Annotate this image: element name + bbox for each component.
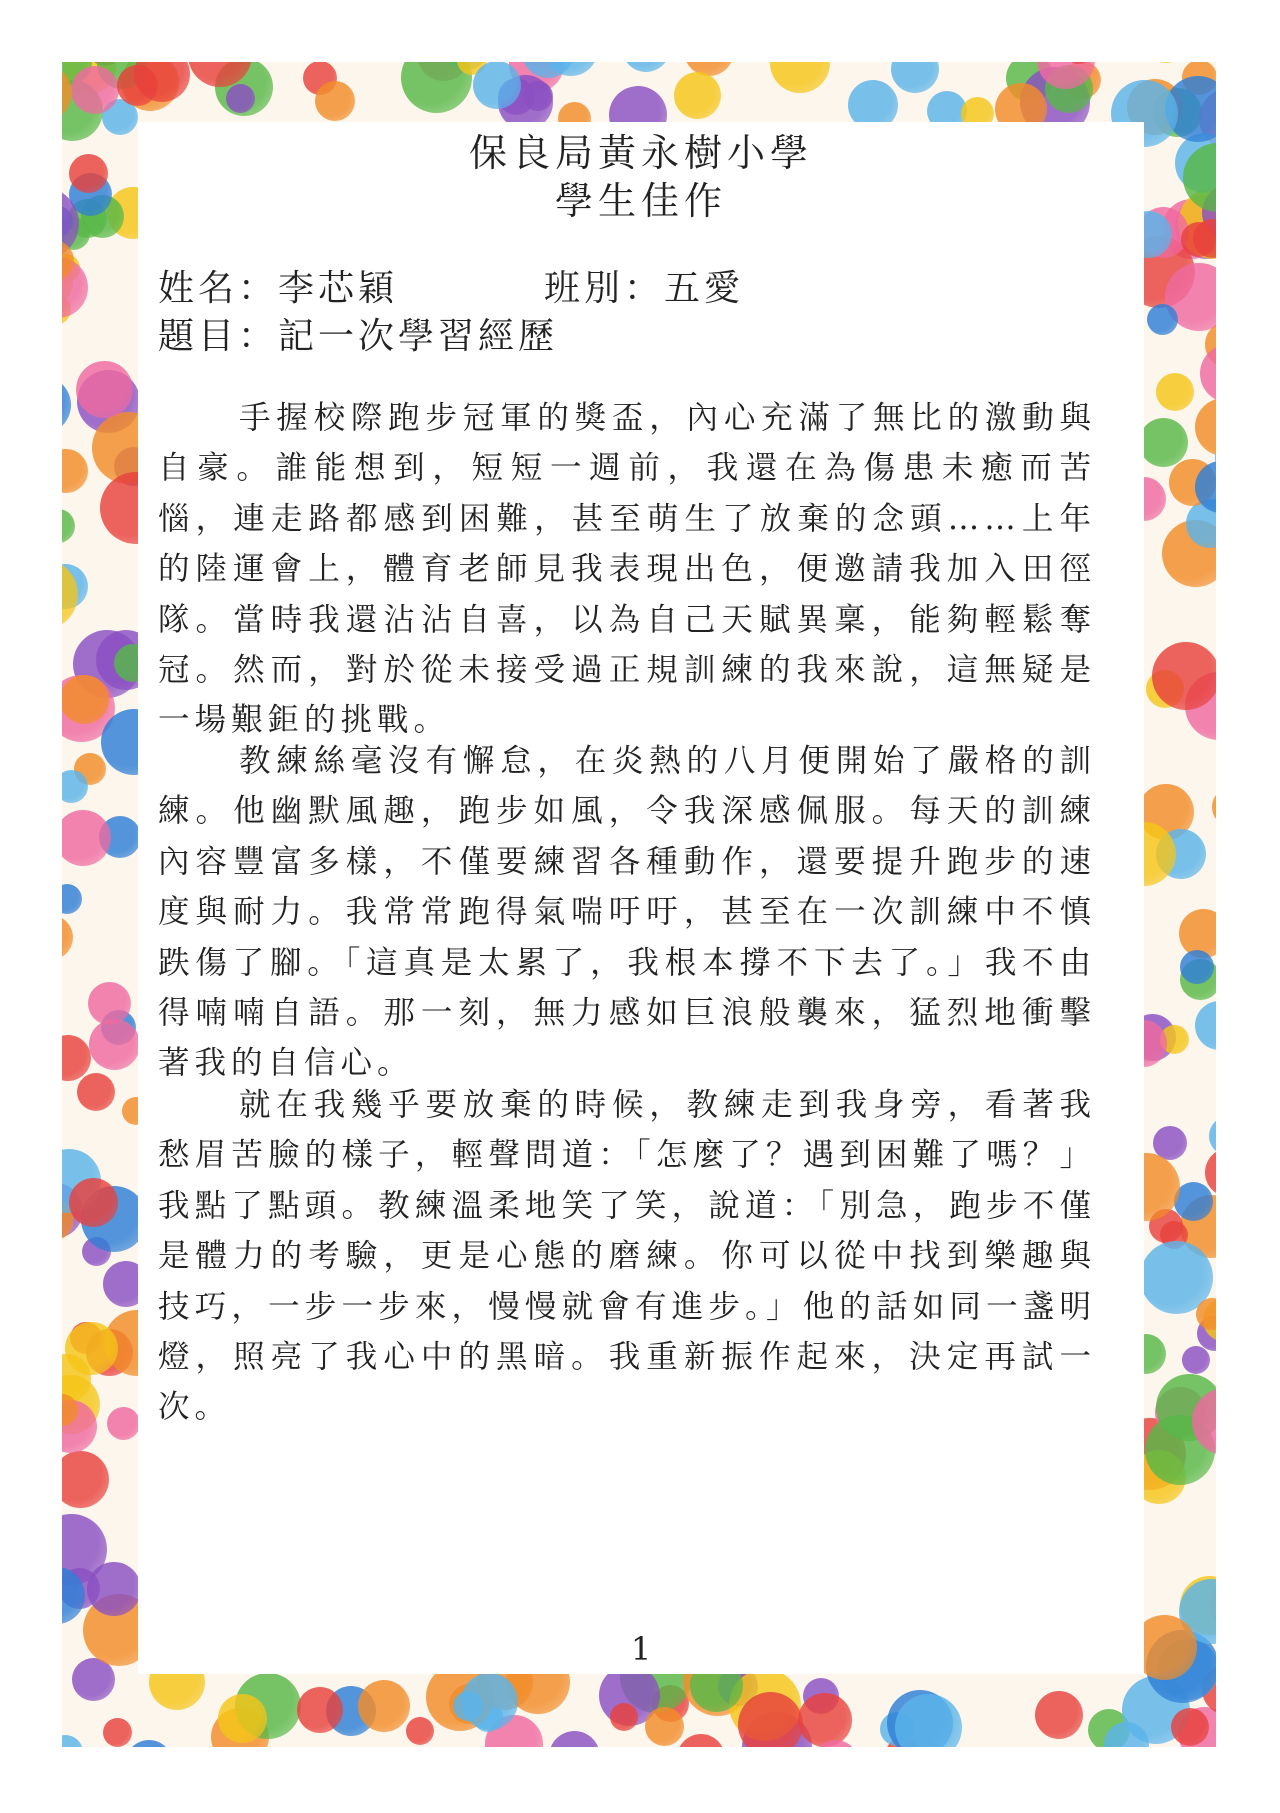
- watercolor-dot: [1180, 950, 1214, 984]
- name-field: [158, 260, 398, 311]
- watercolor-dot: [88, 982, 131, 1025]
- page-number: 1: [630, 1630, 652, 1668]
- watercolor-dot: [1212, 787, 1216, 827]
- watercolor-dot: [1147, 304, 1178, 335]
- watercolor-dot: [1171, 1708, 1209, 1746]
- watercolor-dot: [62, 675, 109, 724]
- watercolor-dot: [226, 84, 255, 113]
- class-label: 班別：: [544, 268, 665, 309]
- watercolor-dot: [1209, 1116, 1216, 1156]
- watercolor-dot: [62, 1735, 83, 1747]
- class-value: 五愛: [664, 268, 745, 309]
- watercolor-dot: [103, 1718, 132, 1747]
- watercolor-dot: [674, 72, 721, 119]
- watercolor-dot: [62, 884, 82, 914]
- school-name: 保良局黃永樹小學: [468, 131, 813, 175]
- watercolor-dot: [622, 62, 670, 72]
- watercolor-dot: [89, 1019, 140, 1070]
- watercolor-dot: [610, 1703, 638, 1731]
- document-page: [138, 122, 1144, 1674]
- watercolor-dot: [895, 1694, 962, 1747]
- document-title: 學生佳作: [554, 179, 727, 223]
- topic-field: [158, 308, 558, 359]
- watercolor-dot: [1195, 398, 1216, 456]
- watercolor-dot: [1139, 418, 1188, 467]
- watercolor-dot: [1182, 1346, 1210, 1374]
- watercolor-dot: [1200, 344, 1216, 403]
- paragraph-2: 教練絲毫沒有懈怠，在炎熱的八月便開始了嚴格的訓練。他幽默風趣，跑步如風，令我深感佩服。每天的訓練內容豐富多樣，不僅要練習各種動作，還要提升跑步的速度與耐力。我常常跑得氣喘吁吁，甚至在一次訓練中不慎跌傷了腳。「這真是太累了，我根本撐不下去了。」我不由得喃喃自語。那一刻，無力感如巨浪般襲來，猛烈地衝擊著我的自信心。: [158, 743, 1096, 1082]
- watercolor-dot: [1181, 222, 1216, 257]
- watercolor-dot: [76, 361, 133, 418]
- watercolor-dot: [1146, 62, 1186, 63]
- watercolor-dot: [1195, 1001, 1216, 1050]
- watercolor-dot: [62, 449, 88, 493]
- watercolor-dot: [645, 1707, 684, 1746]
- paragraph-1: 手握校際跑步冠軍的獎盃，內心充滿了無比的激動與自豪。誰能想到，短短一週前，我還在為傷患未癒而苦惱，連走路都感到困難，甚至萌生了放棄的念頭……上年的陸運會上，體育老師見我表現出色，便邀請我加入田徑隊。當時我還沾沾自喜，以為自己天賦異稟，能夠輕鬆奪冠。然而，對於從未接受過正規訓練的我來說，這無疑是一場艱鉅的挑戰。: [158, 400, 1096, 739]
- watercolor-dot: [549, 1731, 600, 1747]
- watercolor-dot: [62, 915, 73, 960]
- watercolor-dot: [406, 1717, 434, 1745]
- class-field: [544, 260, 744, 311]
- watercolor-dot: [62, 1035, 91, 1081]
- watercolor-dot: [62, 810, 111, 866]
- watercolor-dot: [798, 1693, 852, 1747]
- watercolor-dot: [71, 66, 119, 114]
- watercolor-dot: [891, 62, 939, 93]
- watercolor-dot: [358, 1680, 410, 1732]
- watercolor-dot: [1152, 642, 1216, 710]
- watercolor-dot: [87, 1562, 141, 1616]
- watercolor-dot: [62, 376, 71, 434]
- watercolor-dot: [107, 1407, 140, 1440]
- paragraph-3: 就在我幾乎要放棄的時候，教練走到我身旁，看著我愁眉苦臉的樣子，輕聲問道：「怎麼了？遇到困難了嗎？」我點了點頭。教練溫柔地笑了笑，說道：「別急，跑步不僅是體力的考驗，更是心態的磨練。你可以從中找到樂趣與技巧，一步一步來，慢慢就會有進步。」他的話如同一盞明燈，照亮了我心中的黑暗。我重新振作起來，決定再試一次。: [158, 1087, 1096, 1426]
- topic-value: 記一次學習經歷: [278, 316, 559, 357]
- watercolor-dot: [62, 1451, 109, 1508]
- watercolor-dot: [297, 1687, 343, 1733]
- watercolor-dot: [69, 1178, 118, 1227]
- name-label: 姓名：: [158, 268, 279, 309]
- watercolor-dot: [125, 1740, 173, 1747]
- watercolor-dot: [62, 770, 88, 803]
- watercolor-dot: [77, 1073, 115, 1111]
- topic-label: 題目：: [158, 316, 279, 357]
- watercolor-dot: [1035, 1691, 1083, 1739]
- student-name: 李芯穎: [278, 268, 399, 309]
- watercolor-dot: [65, 1322, 118, 1375]
- watercolor-dot: [62, 509, 75, 543]
- watercolor-dot: [770, 62, 830, 93]
- watercolor-dot: [677, 1734, 725, 1747]
- watercolor-dot: [1156, 373, 1194, 411]
- watercolor-dot: [315, 81, 355, 121]
